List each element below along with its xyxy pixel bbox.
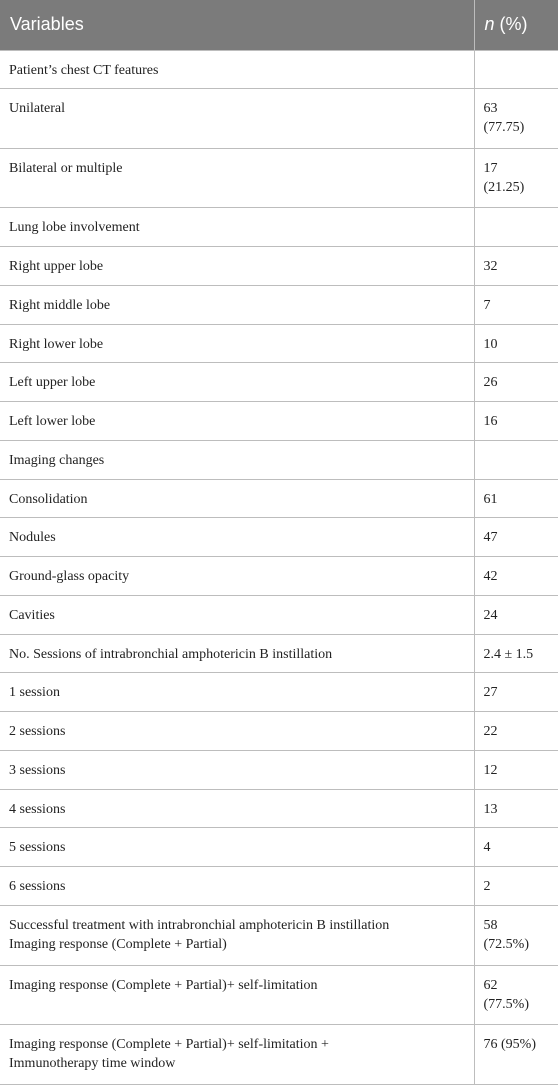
row-label: No. Sessions of intrabronchial amphotericin B instillation — [0, 634, 474, 673]
row-label: Right lower lobe — [0, 324, 474, 363]
row-value: 10 — [474, 324, 558, 363]
row-label: Bilateral or multiple — [0, 148, 474, 208]
row-value: 76 (95%) — [474, 1025, 558, 1085]
row-value — [474, 440, 558, 479]
row-label: Unilateral — [0, 89, 474, 149]
table-row — [0, 1025, 558, 1085]
row-value: 7 — [474, 285, 558, 324]
table-row — [0, 50, 558, 89]
table-row — [0, 789, 558, 828]
table-row — [0, 285, 558, 324]
row-label: 1 session — [0, 673, 474, 712]
row-label: Lung lobe involvement — [0, 208, 474, 247]
row-value: 58 (72.5%) — [474, 905, 558, 965]
row-label: Left upper lobe — [0, 363, 474, 402]
table-row — [0, 965, 558, 1025]
row-label: 6 sessions — [0, 867, 474, 906]
table-row — [0, 518, 558, 557]
table-row — [0, 324, 558, 363]
row-label: Consolidation — [0, 479, 474, 518]
row-value: 42 — [474, 557, 558, 596]
row-label: 3 sessions — [0, 750, 474, 789]
table-row — [0, 89, 558, 149]
row-value: 17 (21.25) — [474, 148, 558, 208]
table-row — [0, 440, 558, 479]
row-value: 2.4 ± 1.5 — [474, 634, 558, 673]
table-row — [0, 557, 558, 596]
row-label: Nodules — [0, 518, 474, 557]
row-value: 32 — [474, 247, 558, 286]
header-n-percent — [474, 0, 558, 50]
table-row — [0, 148, 558, 208]
row-label: Imaging response (Complete + Partial)+ self-limitation + Immunotherapy time window — [0, 1025, 474, 1085]
table-row — [0, 750, 558, 789]
row-label: Left lower lobe — [0, 402, 474, 441]
row-label: Imaging changes — [0, 440, 474, 479]
row-value: 63 (77.75) — [474, 89, 558, 149]
row-label: Imaging response (Complete + Partial)+ self-limitation — [0, 965, 474, 1025]
row-value: 61 — [474, 479, 558, 518]
table-row — [0, 634, 558, 673]
row-value: 22 — [474, 712, 558, 751]
row-value: 16 — [474, 402, 558, 441]
table-row — [0, 208, 558, 247]
row-label: Successful treatment with intrabronchial amphotericin B instillation Imaging response (Complete + Partial) — [0, 905, 474, 965]
table-row — [0, 363, 558, 402]
row-value: 2 — [474, 867, 558, 906]
row-value: 4 — [474, 828, 558, 867]
row-value: 62 (77.5%) — [474, 965, 558, 1025]
row-value: 13 — [474, 789, 558, 828]
row-value: 47 — [474, 518, 558, 557]
row-label: Cavities — [0, 595, 474, 634]
table-row — [0, 479, 558, 518]
table-row — [0, 247, 558, 286]
header-variables: Variables — [0, 0, 474, 50]
header-n: n — [484, 14, 495, 35]
table-row — [0, 673, 558, 712]
table-row — [0, 867, 558, 906]
row-value: 27 — [474, 673, 558, 712]
header-percent: (%) — [494, 14, 528, 35]
row-value — [474, 208, 558, 247]
table-row — [0, 828, 558, 867]
table-row — [0, 595, 558, 634]
row-label: Ground-glass opacity — [0, 557, 474, 596]
row-label: Patient’s chest CT features — [0, 50, 474, 89]
row-value: 12 — [474, 750, 558, 789]
table-row — [0, 905, 558, 965]
row-value: 24 — [474, 595, 558, 634]
row-value — [474, 50, 558, 89]
table-header-row — [0, 0, 558, 50]
row-label: Right upper lobe — [0, 247, 474, 286]
row-label: 4 sessions — [0, 789, 474, 828]
row-label: Right middle lobe — [0, 285, 474, 324]
table-row — [0, 712, 558, 751]
row-label: 2 sessions — [0, 712, 474, 751]
row-label: 5 sessions — [0, 828, 474, 867]
row-value: 26 — [474, 363, 558, 402]
table-row — [0, 402, 558, 441]
